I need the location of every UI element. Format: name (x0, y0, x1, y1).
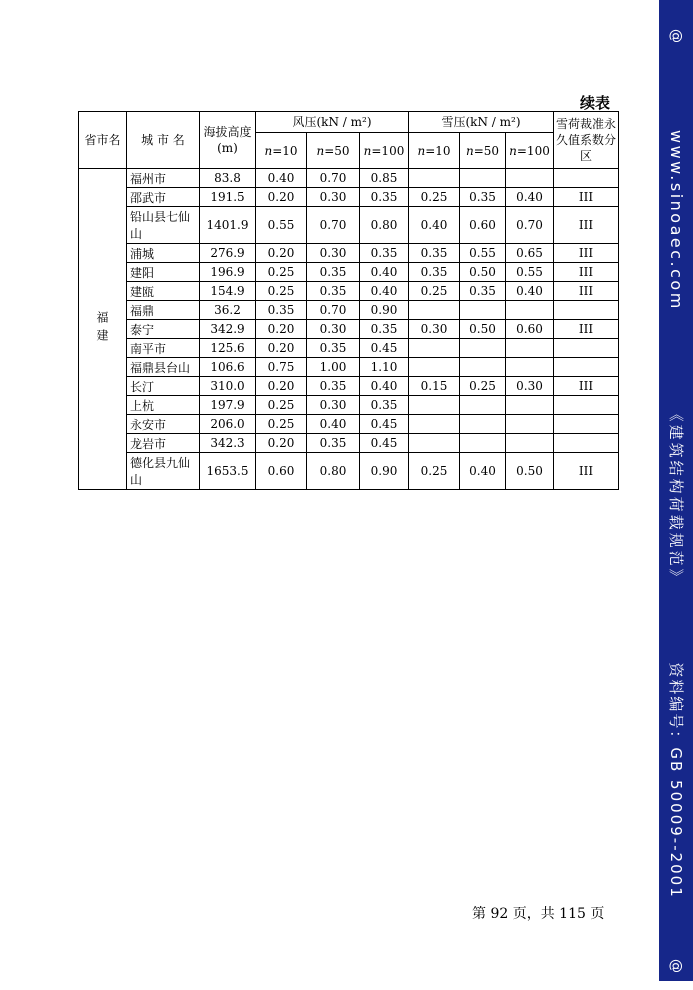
altitude-cell: 106.6 (200, 358, 256, 377)
pressure-cell-s100: 0.55 (506, 263, 554, 282)
zone-cell (554, 434, 619, 453)
city-cell: 上杭 (127, 396, 200, 415)
altitude-cell: 125.6 (200, 339, 256, 358)
altitude-cell: 197.9 (200, 396, 256, 415)
table-row (79, 320, 619, 339)
header-snow-n10 (409, 133, 460, 169)
sidebar-url[interactable]: www.sinoaec.com (667, 130, 686, 311)
pressure-cell-s10: 0.35 (409, 263, 460, 282)
pressure-cell-w100: 0.45 (360, 434, 409, 453)
pressure-cell-s100: 0.50 (506, 453, 554, 490)
pressure-cell-s100 (506, 415, 554, 434)
altitude-cell: 342.3 (200, 434, 256, 453)
pressure-cell-w100: 0.90 (360, 301, 409, 320)
pressure-cell-s10 (409, 169, 460, 188)
pressure-cell-w10: 0.20 (256, 377, 307, 396)
n100-value: =100 (371, 143, 405, 158)
city-cell: 铅山县七仙山 (127, 207, 200, 244)
zone-cell: III (554, 320, 619, 339)
pressure-cell-w10: 0.35 (256, 301, 307, 320)
pressure-cell-s50 (460, 169, 506, 188)
pressure-cell-w10: 0.20 (256, 188, 307, 207)
pressure-cell-w100: 0.35 (360, 188, 409, 207)
city-cell: 龙岩市 (127, 434, 200, 453)
zone-cell: III (554, 453, 619, 490)
page-footer: 第 92 页，共 115 页 (472, 906, 605, 922)
pressure-cell-s100: 0.40 (506, 282, 554, 301)
pressure-cell-w50: 0.35 (307, 263, 360, 282)
pressure-cell-w50: 0.30 (307, 320, 360, 339)
table-row (79, 377, 619, 396)
zone-cell (554, 358, 619, 377)
city-cell: 南平市 (127, 339, 200, 358)
table-body (79, 169, 619, 490)
pressure-cell-s50: 0.35 (460, 188, 506, 207)
pressure-cell-w10: 0.25 (256, 396, 307, 415)
pressure-cell-w50: 0.30 (307, 396, 360, 415)
pressure-cell-s100 (506, 396, 554, 415)
altitude-cell: 310.0 (200, 377, 256, 396)
pressure-cell-w50: 0.35 (307, 339, 360, 358)
pressure-cell-s100: 0.65 (506, 244, 554, 263)
table-row (79, 282, 619, 301)
province-cell: 福建 (79, 169, 127, 490)
pressure-cell-s10: 0.25 (409, 453, 460, 490)
table-row (79, 207, 619, 244)
altitude-cell: 196.9 (200, 263, 256, 282)
altitude-cell: 1401.9 (200, 207, 256, 244)
continued-caption: 续表 (580, 94, 611, 112)
city-cell: 建瓯 (127, 282, 200, 301)
pressure-cell-w100: 0.85 (360, 169, 409, 188)
altitude-cell: 83.8 (200, 169, 256, 188)
pressure-cell-s10: 0.15 (409, 377, 460, 396)
pressure-cell-w50: 0.80 (307, 453, 360, 490)
pressure-cell-s50 (460, 415, 506, 434)
city-cell: 浦城 (127, 244, 200, 263)
city-cell: 建阳 (127, 263, 200, 282)
n-symbol: n (509, 143, 517, 158)
n-symbol: n (417, 143, 426, 158)
pressure-cell-w10: 0.20 (256, 339, 307, 358)
pressure-cell-s50: 0.50 (460, 320, 506, 339)
header-snow-n50 (460, 133, 506, 169)
altitude-cell: 191.5 (200, 188, 256, 207)
city-cell: 永安市 (127, 415, 200, 434)
zone-cell: III (554, 207, 619, 244)
pressure-cell-s50: 0.50 (460, 263, 506, 282)
city-cell: 福鼎县台山 (127, 358, 200, 377)
table-row (79, 415, 619, 434)
pressure-cell-w10: 0.55 (256, 207, 307, 244)
pressure-cell-s10 (409, 358, 460, 377)
header-province: 省市名 (79, 112, 127, 169)
sidebar-book-title: 《建筑结构荷载规范》 (667, 406, 685, 587)
n-symbol: n (363, 143, 372, 158)
at-sign-bottom: @ (668, 959, 684, 973)
pressure-cell-s10 (409, 396, 460, 415)
zone-cell: III (554, 282, 619, 301)
pressure-cell-w100: 0.90 (360, 453, 409, 490)
header-wind-n100 (360, 133, 409, 169)
header-city: 城 市 名 (127, 112, 200, 169)
pressure-cell-w10: 0.75 (256, 358, 307, 377)
sidebar-document-code: 资料编号：GB 50009--2001 (667, 662, 685, 899)
at-sign-top: @ (668, 29, 684, 43)
city-cell: 福鼎 (127, 301, 200, 320)
pressure-cell-s50 (460, 396, 506, 415)
pressure-cell-w10: 0.20 (256, 320, 307, 339)
header-wind-n10 (256, 133, 307, 169)
pressure-cell-w50: 0.35 (307, 377, 360, 396)
pressure-cell-s10 (409, 339, 460, 358)
pressure-cell-w100: 0.35 (360, 396, 409, 415)
zone-cell: III (554, 377, 619, 396)
zone-cell: III (554, 263, 619, 282)
pressure-cell-w50: 0.40 (307, 415, 360, 434)
pressure-cell-s50 (460, 301, 506, 320)
pressure-cell-s10 (409, 301, 460, 320)
header-snow-pressure: 雪压(kN / m²) (409, 112, 554, 133)
table-row (79, 358, 619, 377)
pressure-cell-s100 (506, 339, 554, 358)
header-snow-zone: 雪荷裁准永久值系数分区 (554, 112, 619, 169)
pressure-cell-w50: 0.30 (307, 244, 360, 263)
city-cell: 福州市 (127, 169, 200, 188)
zone-cell: III (554, 188, 619, 207)
city-cell: 邵武市 (127, 188, 200, 207)
wind-snow-pressure-table (78, 111, 619, 490)
n-symbol: n (465, 143, 474, 158)
pressure-cell-w10: 0.40 (256, 169, 307, 188)
pressure-cell-s10 (409, 415, 460, 434)
n10-value: =10 (425, 143, 451, 158)
zone-cell (554, 169, 619, 188)
pressure-cell-w10: 0.60 (256, 453, 307, 490)
city-cell: 泰宁 (127, 320, 200, 339)
pressure-cell-w100: 0.40 (360, 282, 409, 301)
table-row (79, 263, 619, 282)
pressure-cell-s100 (506, 358, 554, 377)
pressure-cell-s10 (409, 434, 460, 453)
pressure-cell-w10: 0.20 (256, 244, 307, 263)
pressure-cell-w100: 0.35 (360, 244, 409, 263)
header-wind-n50 (307, 133, 360, 169)
n-symbol: n (264, 143, 273, 158)
altitude-cell: 342.9 (200, 320, 256, 339)
pressure-cell-s100: 0.60 (506, 320, 554, 339)
pressure-cell-s100 (506, 434, 554, 453)
n50-value: =50 (473, 143, 500, 158)
pressure-cell-s100: 0.40 (506, 188, 554, 207)
n-symbol: n (316, 143, 325, 158)
pressure-cell-w10: 0.20 (256, 434, 307, 453)
zone-cell (554, 396, 619, 415)
pressure-cell-w100: 0.35 (360, 320, 409, 339)
pressure-cell-s50: 0.40 (460, 453, 506, 490)
table-row (79, 434, 619, 453)
pressure-cell-s10: 0.25 (409, 282, 460, 301)
n10-value: =10 (272, 143, 298, 158)
pressure-cell-s50: 0.55 (460, 244, 506, 263)
n50-value: =50 (324, 143, 350, 158)
pressure-cell-s100: 0.70 (506, 207, 554, 244)
city-cell: 长汀 (127, 377, 200, 396)
pressure-cell-w10: 0.25 (256, 415, 307, 434)
zone-cell (554, 339, 619, 358)
n100-value: =100 (516, 143, 550, 158)
pressure-cell-w100: 0.45 (360, 339, 409, 358)
table-row (79, 244, 619, 263)
pressure-cell-w50: 0.30 (307, 188, 360, 207)
right-sidebar-banner (659, 0, 693, 981)
altitude-cell: 206.0 (200, 415, 256, 434)
pressure-cell-w50: 1.00 (307, 358, 360, 377)
pressure-cell-s50 (460, 339, 506, 358)
sidebar-vertical-text (659, 40, 693, 990)
pressure-cell-w50: 0.35 (307, 282, 360, 301)
pressure-cell-s50: 0.35 (460, 282, 506, 301)
header-snow-n100 (506, 133, 554, 169)
pressure-cell-s50 (460, 434, 506, 453)
pressure-cell-s10: 0.35 (409, 244, 460, 263)
pressure-cell-w10: 0.25 (256, 263, 307, 282)
table-row (79, 188, 619, 207)
city-cell: 德化县九仙山 (127, 453, 200, 490)
pressure-cell-w50: 0.70 (307, 301, 360, 320)
pressure-cell-s100: 0.30 (506, 377, 554, 396)
pressure-cell-w100: 0.40 (360, 377, 409, 396)
zone-cell (554, 415, 619, 434)
pressure-cell-s100 (506, 169, 554, 188)
pressure-cell-s50 (460, 358, 506, 377)
pressure-cell-w10: 0.25 (256, 282, 307, 301)
altitude-cell: 1653.5 (200, 453, 256, 490)
altitude-cell: 36.2 (200, 301, 256, 320)
table-row (79, 339, 619, 358)
header-altitude: 海拔高度(m) (200, 112, 256, 169)
pressure-cell-s10: 0.40 (409, 207, 460, 244)
table-row (79, 396, 619, 415)
pressure-cell-w100: 0.80 (360, 207, 409, 244)
pressure-cell-w100: 0.40 (360, 263, 409, 282)
table-row (79, 453, 619, 490)
altitude-cell: 276.9 (200, 244, 256, 263)
pressure-cell-w100: 0.45 (360, 415, 409, 434)
pressure-cell-s100 (506, 301, 554, 320)
header-wind-pressure: 风压(kN / m²) (256, 112, 409, 133)
pressure-cell-s50: 0.60 (460, 207, 506, 244)
pressure-cell-s10: 0.30 (409, 320, 460, 339)
pressure-cell-s10: 0.25 (409, 188, 460, 207)
zone-cell (554, 301, 619, 320)
pressure-cell-w50: 0.70 (307, 169, 360, 188)
pressure-cell-s50: 0.25 (460, 377, 506, 396)
pressure-cell-w50: 0.35 (307, 434, 360, 453)
pressure-cell-w100: 1.10 (360, 358, 409, 377)
altitude-cell: 154.9 (200, 282, 256, 301)
zone-cell: III (554, 244, 619, 263)
table-row (79, 301, 619, 320)
table-row (79, 169, 619, 188)
pressure-cell-w50: 0.70 (307, 207, 360, 244)
